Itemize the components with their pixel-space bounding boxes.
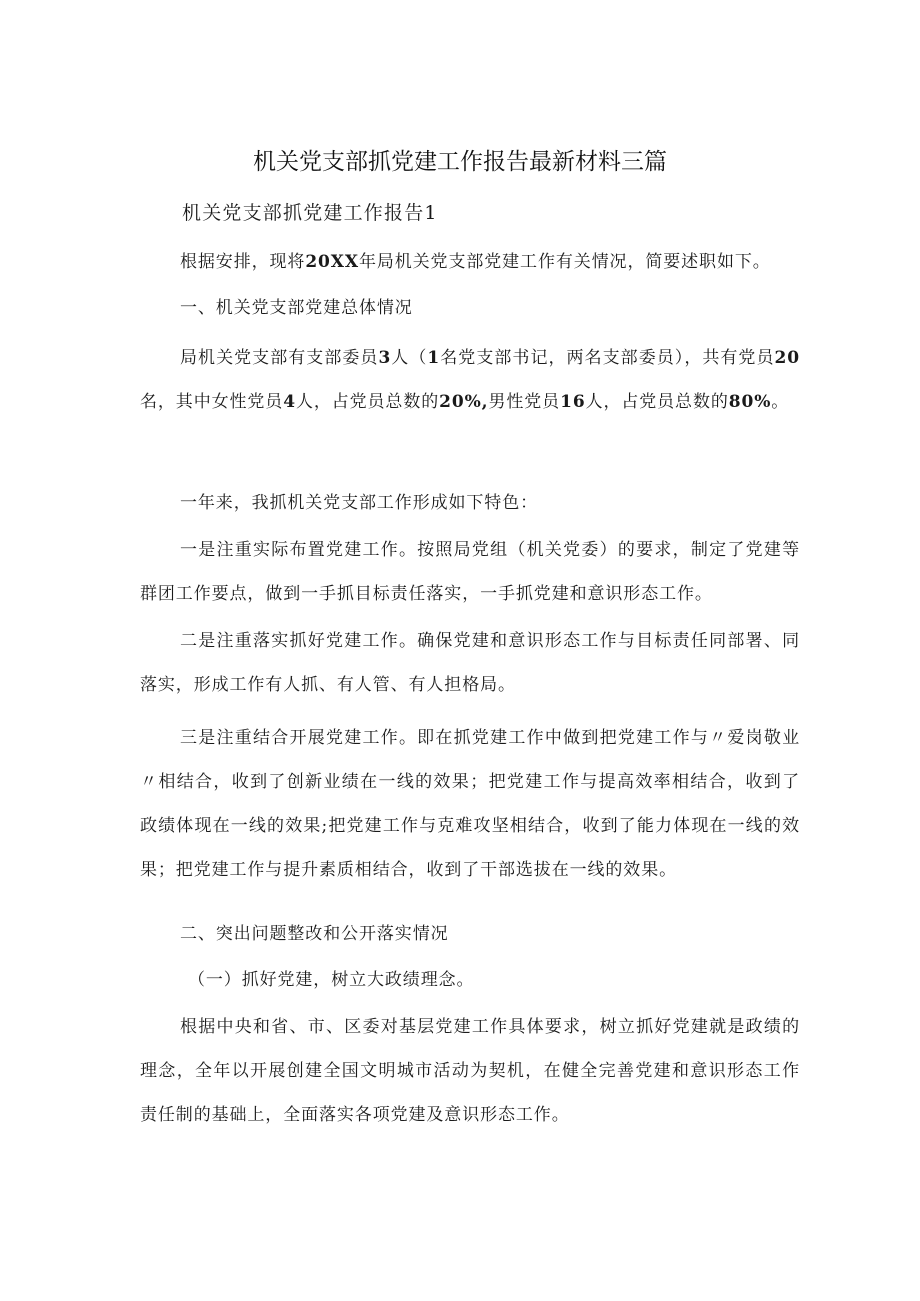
report-subtitle: 机关党支部抓党建工作报告1 bbox=[182, 202, 438, 224]
intro-paragraph: 根据安排，现将20XX年局机关党支部党建工作有关情况，简要述职如下。 bbox=[180, 252, 771, 272]
features-intro: 一年来，我抓机关党支部工作形成如下特色： bbox=[180, 493, 538, 513]
subsection-1-heading: （一）抓好党建，树立大政绩理念。 bbox=[188, 970, 475, 990]
feature-3-paragraph: 三是注重结合开展党建工作。即在抓党建工作中做到把党建工作与〃爱岗敬业〃相结合，收到了创新业绩在一线的效果；把党建工作与提高效率相结合，收到了政绩体现在一线的效果;把党建工作与克难攻坚相结合，收到了能力体现在一线的效果；把党建工作与提升素质相结合，收到了干部选拔在一线的效果。 bbox=[140, 728, 800, 880]
stats-paragraph: 局机关党支部有支部委员3人（1名党支部书记，两名支部委员），共有党员20名，其中女性党员4人，占党员总数的20%,男性党员16人，占党员总数的80%。 bbox=[140, 348, 800, 412]
subsection-1-paragraph: 根据中央和省、市、区委对基层党建工作具体要求，树立抓好党建就是政绩的理念，全年以开展创建全国文明城市活动为契机，在健全完善党建和意识形态工作责任制的基础上，全面落实各项党建及意识形态工作。 bbox=[140, 1017, 800, 1125]
section-2-heading: 二、突出问题整改和公开落实情况 bbox=[180, 924, 449, 944]
feature-1-paragraph: 一是注重实际布置党建工作。按照局党组（机关党委）的要求，制定了党建等群团工作要点，做到一手抓目标责任落实，一手抓党建和意识形态工作。 bbox=[140, 540, 800, 604]
document-title: 机关党支部抓党建工作报告最新材料三篇 bbox=[253, 149, 667, 175]
section-1-heading: 一、机关党支部党建总体情况 bbox=[180, 298, 413, 318]
feature-2-paragraph: 二是注重落实抓好党建工作。确保党建和意识形态工作与目标责任同部署、同落实，形成工作有人抓、有人管、有人担格局。 bbox=[140, 631, 800, 695]
